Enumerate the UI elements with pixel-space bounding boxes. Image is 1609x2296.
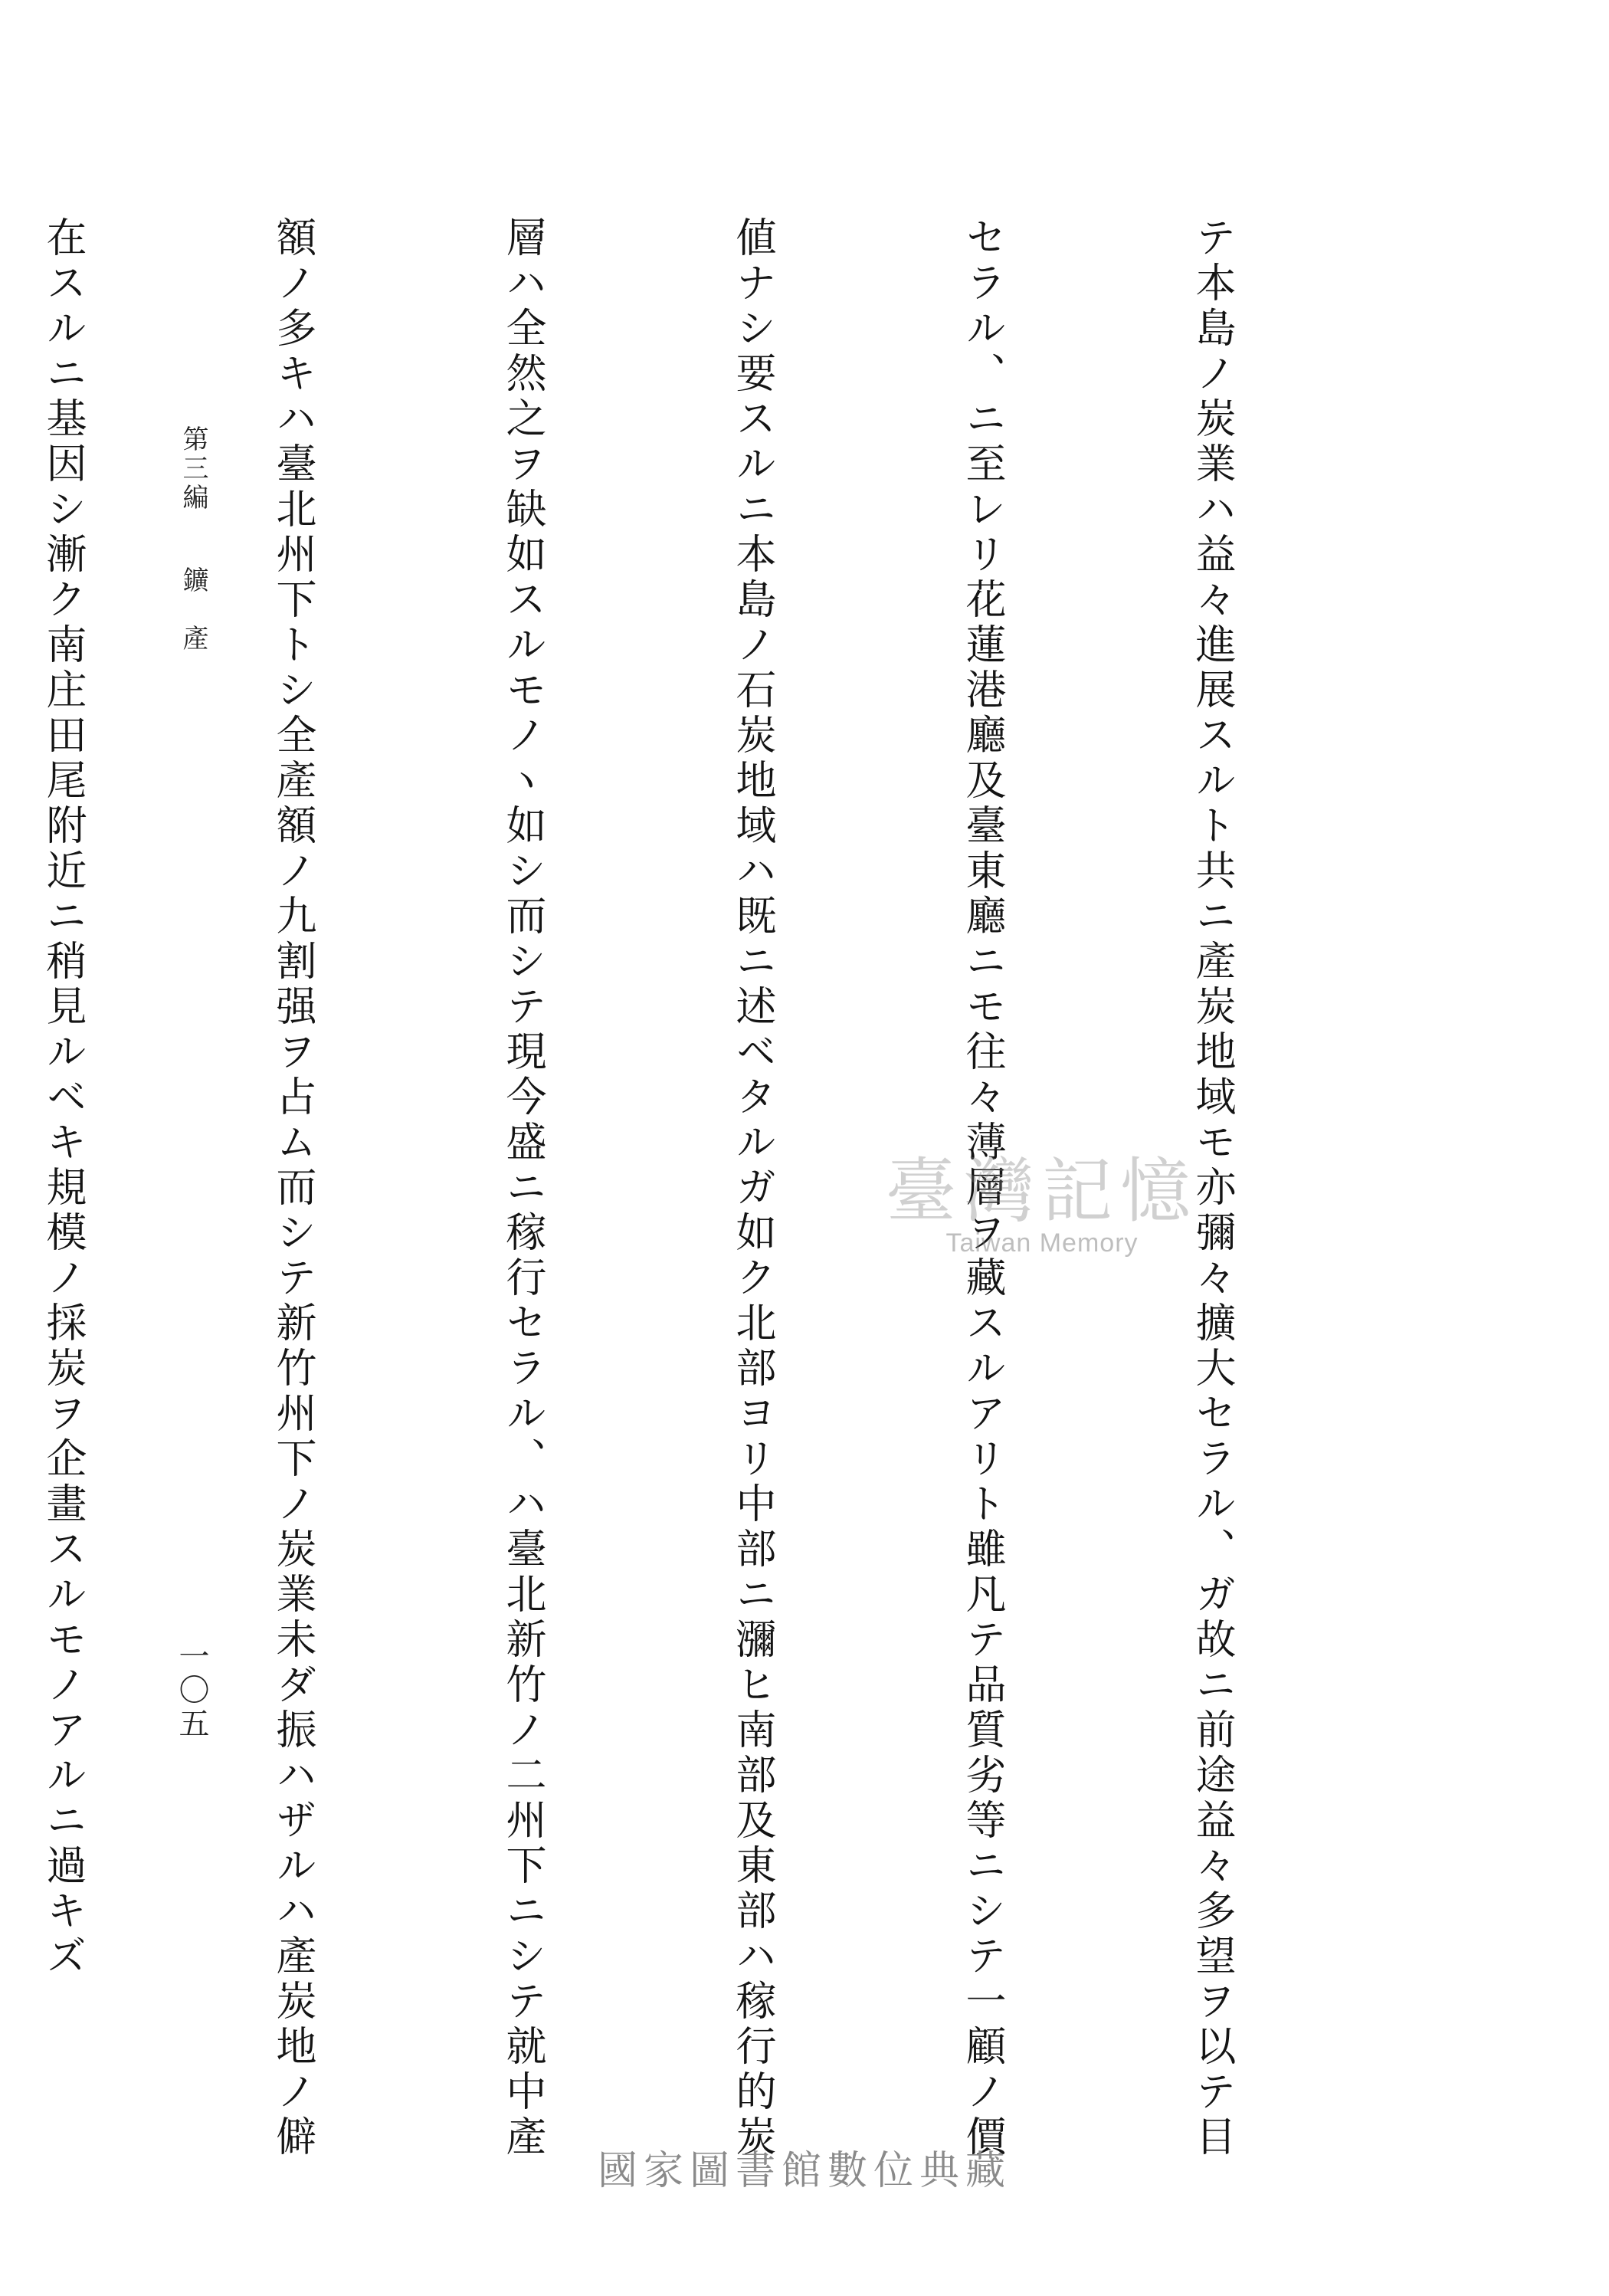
text-line: テ本島ノ炭業ハ益々進展スルト共ニ產炭地域モ亦彌々擴大セラル、ガ故ニ前途益々多望ヲ以テ目 (1189, 216, 1236, 2160)
running-header (175, 425, 212, 654)
watermark-logo (843, 1150, 1241, 1268)
text-line: セラル、ニ至レリ花蓮港廳及臺東廳ニモ往々薄層ヲ藏スルアリト雖凡テ品質劣等ニシテ一顧ノ價 (959, 216, 1006, 2160)
chapter-title: 鑛 產 (178, 566, 208, 654)
footer-stamp: 國家圖書館數位典藏 (597, 2148, 1011, 2194)
watermark-english: Taiwan Memory (945, 1228, 1139, 1258)
text-line: 在スルニ基因シ漸ク南庄田尾附近ニ稍見ルベキ規模ノ採炭ヲ企畫スルモノアルニ過キズ (40, 216, 87, 1979)
part-label: 第三編 (178, 425, 208, 513)
text-line: 値ナシ要スルニ本島ノ石炭地域ハ既ニ述ベタルガ如ク北部ヨリ中部ニ瀰ヒ南部及東部ハ稼行的炭 (729, 216, 776, 2160)
watermark-chinese: 臺灣記憶 (885, 1150, 1198, 1232)
text-line: 額ノ多キハ臺北州下トシ全產額ノ九割强ヲ占ム而シテ新竹州下ノ炭業未ダ振ハザルハ產炭地ノ僻 (270, 216, 316, 2160)
page-number: 一〇五 (174, 1640, 209, 1741)
text-line: 層ハ全然之ヲ缺如スルモノヽ如シ而シテ現今盛ニ稼行セラル、ハ臺北新竹ノ二州下ニシテ就中產 (500, 216, 546, 2160)
